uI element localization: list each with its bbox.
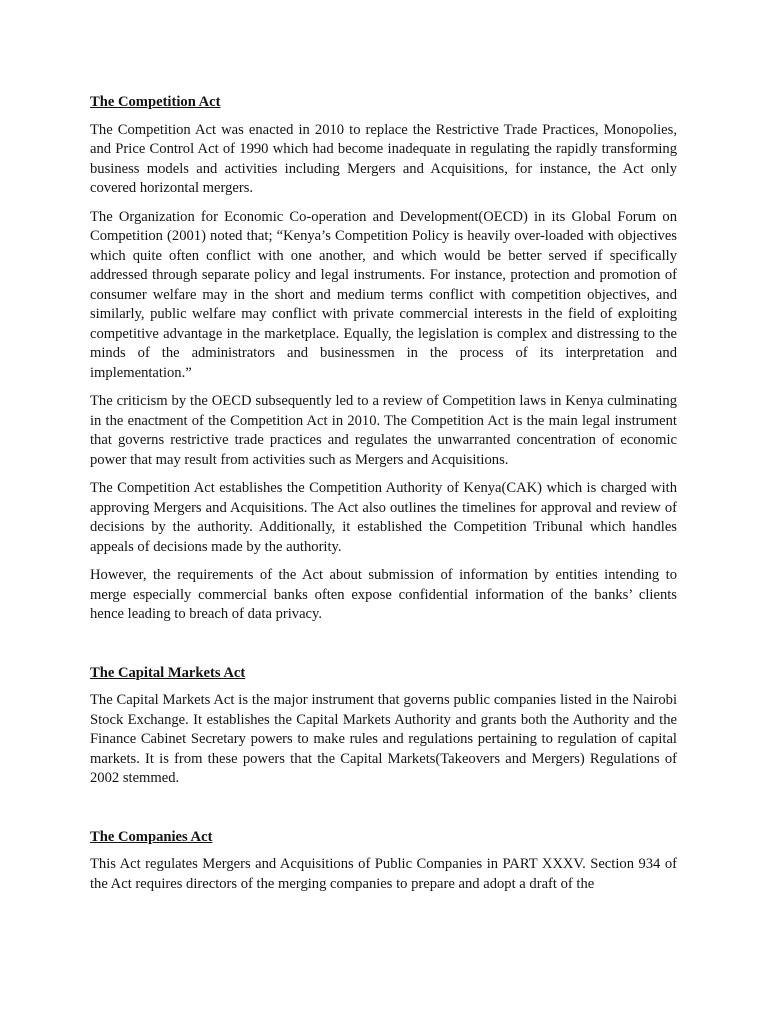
- paragraph: The Competition Act was enacted in 2010 to replace the Restrictive Trade Practices, Monopolies, and Price Control Act of 1990 which had become inadequate in regulating the rapidly transforming business models and activities including Mergers and Acquisitions, for instance, the Act only covered horizontal mergers.: [90, 121, 677, 196]
- document-page: [90, 93, 677, 903]
- section-competition-act: [90, 93, 677, 625]
- section-heading: The Capital Markets Act: [90, 664, 246, 681]
- paragraph: The Capital Markets Act is the major instrument that governs public companies listed in the Nairobi Stock Exchange. It establishes the Capital Markets Authority and grants both the Authority and the Finance Cabinet Secretary powers to make rules and regulations pertaining to regulation of capital markets. It is from these powers that the Capital Markets(Takeovers and Mergers) Regulations of 2002 stemmed.: [90, 692, 677, 786]
- section-capital-markets-act: [90, 664, 677, 789]
- paragraph: The Organization for Economic Co-operation and Development(OECD) in its Global Forum on Competition (2001) noted that; “Kenya’s Competition Policy is heavily over-loaded with objectives which quite often conflict with one another, and which would be better served if specifically addressed through separate policy and legal instruments. For instance, protection and promotion of consumer welfare may in the short and medium terms conflict with competition objectives, and similarly, public welfare may conflict with private commercial interests in the field of exploiting competitive advantage in the marketplace. Equally, the legislation is complex and distressing to the minds of the administrators and businessmen in the process of its interpretation and implementation.”: [90, 208, 677, 381]
- paragraph: However, the requirements of the Act about submission of information by entities intending to merge especially commercial banks often expose confidential information of the banks’ clients hence leading to breach of data privacy.: [90, 567, 677, 622]
- section-spacer: [90, 798, 677, 828]
- paragraph: The Competition Act establishes the Competition Authority of Kenya(CAK) which is charged with approving Mergers and Acquisitions. The Act also outlines the timelines for approval and review of decisions by the authority. Additionally, it established the Competition Tribunal which handles appeals of decisions made by the authority.: [90, 480, 677, 555]
- section-companies-act: [90, 828, 677, 895]
- section-heading: The Companies Act: [90, 828, 213, 845]
- section-spacer: [90, 634, 677, 664]
- paragraph: The criticism by the OECD subsequently led to a review of Competition laws in Kenya culminating in the enactment of the Competition Act in 2010. The Competition Act is the main legal instrument that governs restrictive trade practices and regulates the unwarranted concentration of economic power that may result from activities such as Mergers and Acquisitions.: [90, 393, 677, 468]
- paragraph: This Act regulates Mergers and Acquisitions of Public Companies in PART XXXV. Section 934 of the Act requires directors of the merging companies to prepare and adopt a draft of the: [90, 856, 677, 892]
- section-heading: The Competition Act: [90, 94, 221, 110]
